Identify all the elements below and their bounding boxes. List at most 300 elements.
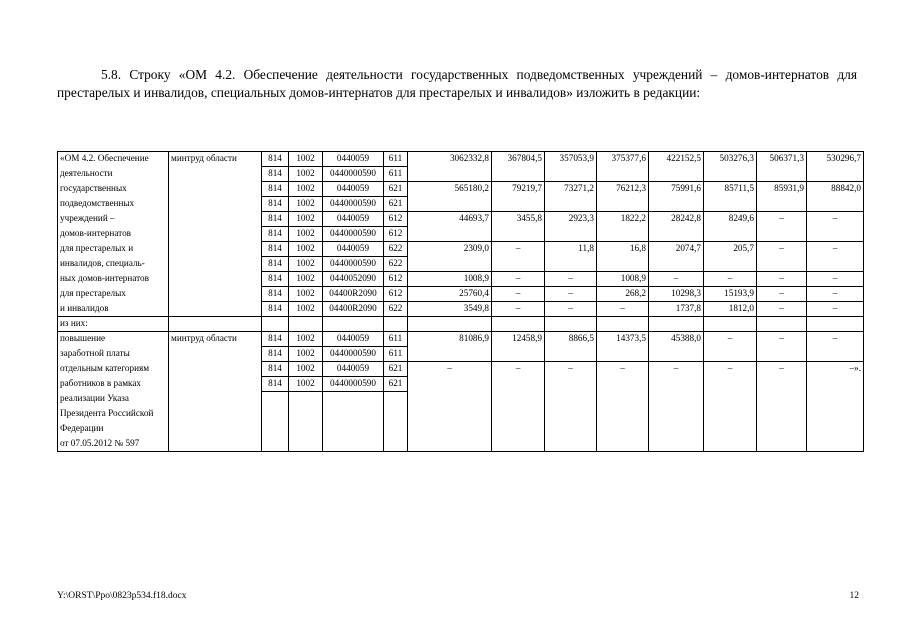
- value-cell: [757, 437, 807, 452]
- value-cell: 73271,2: [545, 182, 597, 197]
- value-cell: 79219,7: [492, 182, 545, 197]
- empty-cell: [757, 317, 807, 332]
- code-cell: [384, 437, 408, 452]
- code-cell: 814: [262, 332, 289, 347]
- value-cell: –: [492, 287, 545, 302]
- value-cell: –: [492, 362, 545, 377]
- value-cell: [704, 377, 757, 392]
- value-cell: [807, 167, 864, 182]
- table-row: [58, 422, 864, 437]
- code-cell: 0440052090: [323, 272, 384, 287]
- table-row: [58, 272, 864, 287]
- value-cell: [492, 407, 545, 422]
- code-cell: 1002: [289, 182, 323, 197]
- executor-cell: [169, 167, 262, 182]
- table-row: [58, 197, 864, 212]
- executor-cell: [169, 422, 262, 437]
- code-cell: 611: [384, 152, 408, 167]
- value-cell: [757, 347, 807, 362]
- row-name-line: государственных: [58, 182, 169, 197]
- value-cell: [492, 167, 545, 182]
- value-cell: [807, 227, 864, 242]
- code-cell: 0440059: [323, 242, 384, 257]
- value-cell: –: [492, 242, 545, 257]
- value-cell: –: [597, 362, 649, 377]
- empty-cell: [323, 317, 384, 332]
- value-cell: –: [545, 302, 597, 317]
- table-row: [58, 182, 864, 197]
- code-cell: 814: [262, 272, 289, 287]
- code-cell: [384, 392, 408, 407]
- code-cell: 1002: [289, 152, 323, 167]
- value-cell: 2309,0: [408, 242, 492, 257]
- executor-cell: [169, 212, 262, 227]
- value-cell: –».: [807, 362, 864, 377]
- value-cell: 565180,2: [408, 182, 492, 197]
- code-cell: 622: [384, 302, 408, 317]
- table-row: [58, 227, 864, 242]
- value-cell: [649, 392, 704, 407]
- table-row: [58, 317, 864, 332]
- value-cell: 2923,3: [545, 212, 597, 227]
- value-cell: [757, 377, 807, 392]
- value-cell: [492, 257, 545, 272]
- value-cell: 3455,8: [492, 212, 545, 227]
- footer-file-path: Y:\ORST\Ppo\0823p534.f18.docx: [57, 591, 187, 601]
- value-cell: [649, 407, 704, 422]
- empty-cell: [492, 317, 545, 332]
- empty-cell: [545, 317, 597, 332]
- executor-cell: [169, 347, 262, 362]
- value-cell: [597, 347, 649, 362]
- value-cell: [807, 257, 864, 272]
- code-cell: 1002: [289, 347, 323, 362]
- value-cell: 1008,9: [597, 272, 649, 287]
- value-cell: 375377,6: [597, 152, 649, 167]
- code-cell: [262, 422, 289, 437]
- value-cell: [704, 407, 757, 422]
- table-row: [58, 242, 864, 257]
- code-cell: 621: [384, 182, 408, 197]
- table-row: [58, 152, 864, 167]
- row-name-line: реализации Указа: [58, 392, 169, 407]
- table-row: [58, 362, 864, 377]
- code-cell: 0440000590: [323, 167, 384, 182]
- value-cell: [545, 347, 597, 362]
- code-cell: 814: [262, 242, 289, 257]
- code-cell: 04400R2090: [323, 287, 384, 302]
- code-cell: 0440000590: [323, 227, 384, 242]
- code-cell: 621: [384, 197, 408, 212]
- table-row: [58, 437, 864, 452]
- value-cell: [408, 437, 492, 452]
- value-cell: –: [545, 287, 597, 302]
- executor-cell: [169, 392, 262, 407]
- code-cell: [262, 407, 289, 422]
- value-cell: [492, 377, 545, 392]
- value-cell: [649, 422, 704, 437]
- value-cell: [704, 437, 757, 452]
- code-cell: 0440000590: [323, 347, 384, 362]
- value-cell: 357053,9: [545, 152, 597, 167]
- code-cell: 1002: [289, 362, 323, 377]
- code-cell: 1002: [289, 302, 323, 317]
- value-cell: 268,2: [597, 287, 649, 302]
- value-cell: [492, 422, 545, 437]
- value-cell: [704, 422, 757, 437]
- code-cell: [289, 422, 323, 437]
- value-cell: [649, 347, 704, 362]
- value-cell: [704, 197, 757, 212]
- code-cell: 814: [262, 197, 289, 212]
- executor-cell: минтруд области: [169, 332, 262, 347]
- value-cell: 1812,0: [704, 302, 757, 317]
- code-cell: 814: [262, 362, 289, 377]
- row-name-line: заработной платы: [58, 347, 169, 362]
- value-cell: –: [757, 302, 807, 317]
- code-cell: 1002: [289, 332, 323, 347]
- code-cell: 612: [384, 227, 408, 242]
- value-cell: [597, 437, 649, 452]
- value-cell: –: [545, 272, 597, 287]
- code-cell: 612: [384, 287, 408, 302]
- value-cell: [545, 227, 597, 242]
- code-cell: 1002: [289, 167, 323, 182]
- value-cell: [545, 422, 597, 437]
- value-cell: [757, 422, 807, 437]
- row-name-line: для престарелых: [58, 287, 169, 302]
- table-row: [58, 377, 864, 392]
- value-cell: [597, 227, 649, 242]
- code-cell: 0440059: [323, 212, 384, 227]
- value-cell: [649, 257, 704, 272]
- value-cell: [649, 197, 704, 212]
- value-cell: –: [704, 272, 757, 287]
- value-cell: [597, 392, 649, 407]
- value-cell: [597, 422, 649, 437]
- value-cell: [807, 437, 864, 452]
- value-cell: –: [757, 332, 807, 347]
- code-cell: [323, 437, 384, 452]
- value-cell: [807, 347, 864, 362]
- executor-cell: [169, 377, 262, 392]
- empty-cell: [169, 317, 262, 332]
- value-cell: 15193,9: [704, 287, 757, 302]
- empty-cell: [384, 317, 408, 332]
- code-cell: 1002: [289, 242, 323, 257]
- value-cell: [597, 197, 649, 212]
- value-cell: –: [757, 287, 807, 302]
- code-cell: 0440059: [323, 182, 384, 197]
- value-cell: [408, 197, 492, 212]
- empty-cell: [649, 317, 704, 332]
- value-cell: [757, 257, 807, 272]
- code-cell: 1002: [289, 257, 323, 272]
- intro-text: 5.8. Строку «ОМ 4.2. Обеспечение деятельности государственных подведомственных учреждений – домов-интернатов для престарелых и инвалидов, специальных домов-интернатов для престарелых и инвалидов» изложить в редакции:: [57, 67, 857, 100]
- value-cell: [704, 227, 757, 242]
- code-cell: 1002: [289, 377, 323, 392]
- value-cell: [597, 407, 649, 422]
- value-cell: –: [757, 242, 807, 257]
- page-number: 12: [849, 591, 859, 601]
- code-cell: 621: [384, 377, 408, 392]
- value-cell: 3549,8: [408, 302, 492, 317]
- value-cell: [545, 437, 597, 452]
- code-cell: [289, 392, 323, 407]
- value-cell: 8249,6: [704, 212, 757, 227]
- value-cell: [492, 347, 545, 362]
- code-cell: 814: [262, 347, 289, 362]
- code-cell: 1002: [289, 197, 323, 212]
- table-row: [58, 407, 864, 422]
- code-cell: 1002: [289, 227, 323, 242]
- value-cell: 75991,6: [649, 182, 704, 197]
- executor-cell: [169, 287, 262, 302]
- value-cell: [704, 257, 757, 272]
- value-cell: 205,7: [704, 242, 757, 257]
- code-cell: 611: [384, 167, 408, 182]
- value-cell: –: [807, 212, 864, 227]
- value-cell: [408, 377, 492, 392]
- code-cell: [323, 422, 384, 437]
- executor-cell: [169, 272, 262, 287]
- code-cell: 814: [262, 227, 289, 242]
- value-cell: [492, 392, 545, 407]
- empty-cell: [807, 317, 864, 332]
- value-cell: 8866,5: [545, 332, 597, 347]
- value-cell: [408, 257, 492, 272]
- code-cell: 1002: [289, 272, 323, 287]
- code-cell: 814: [262, 377, 289, 392]
- code-cell: [323, 407, 384, 422]
- row-name-line: домов-интернатов: [58, 227, 169, 242]
- value-cell: [492, 227, 545, 242]
- code-cell: 0440059: [323, 152, 384, 167]
- value-cell: 45388,0: [649, 332, 704, 347]
- executor-cell: [169, 257, 262, 272]
- code-cell: 0440059: [323, 332, 384, 347]
- value-cell: [807, 377, 864, 392]
- empty-cell: [408, 317, 492, 332]
- table-row: [58, 392, 864, 407]
- code-cell: [384, 422, 408, 437]
- table-row: [58, 167, 864, 182]
- value-cell: [757, 392, 807, 407]
- value-cell: [597, 167, 649, 182]
- table-row: [58, 302, 864, 317]
- row-name-line: инвалидов, специаль-: [58, 257, 169, 272]
- value-cell: [807, 197, 864, 212]
- code-cell: [384, 407, 408, 422]
- table-row: [58, 287, 864, 302]
- code-cell: 611: [384, 347, 408, 362]
- row-name-line: отдельным категориям: [58, 362, 169, 377]
- code-cell: 0440059: [323, 362, 384, 377]
- row-name-line: ных домов-интернатов: [58, 272, 169, 287]
- code-cell: [289, 437, 323, 452]
- value-cell: 88842,0: [807, 182, 864, 197]
- value-cell: 12458,9: [492, 332, 545, 347]
- value-cell: [807, 407, 864, 422]
- value-cell: –: [807, 287, 864, 302]
- value-cell: [649, 377, 704, 392]
- value-cell: [649, 227, 704, 242]
- executor-cell: минтруд области: [169, 152, 262, 167]
- value-cell: 10298,3: [649, 287, 704, 302]
- value-cell: –: [757, 212, 807, 227]
- code-cell: 0440000590: [323, 377, 384, 392]
- executor-cell: [169, 242, 262, 257]
- row-name-line: учреждений –: [58, 212, 169, 227]
- value-cell: 506371,3: [757, 152, 807, 167]
- value-cell: 44693,7: [408, 212, 492, 227]
- value-cell: –: [649, 362, 704, 377]
- code-cell: 0440000590: [323, 197, 384, 212]
- table-row: [58, 347, 864, 362]
- executor-cell: [169, 182, 262, 197]
- value-cell: 85711,5: [704, 182, 757, 197]
- value-cell: [408, 167, 492, 182]
- executor-cell: [169, 197, 262, 212]
- value-cell: 367804,5: [492, 152, 545, 167]
- value-cell: [408, 422, 492, 437]
- table-row: [58, 257, 864, 272]
- value-cell: [757, 407, 807, 422]
- value-cell: [545, 197, 597, 212]
- value-cell: [545, 392, 597, 407]
- sub-header-cell: из них:: [58, 317, 169, 332]
- code-cell: 814: [262, 182, 289, 197]
- empty-cell: [597, 317, 649, 332]
- code-cell: 814: [262, 257, 289, 272]
- value-cell: [545, 407, 597, 422]
- value-cell: [757, 227, 807, 242]
- code-cell: 1002: [289, 287, 323, 302]
- code-cell: [262, 437, 289, 452]
- value-cell: [649, 437, 704, 452]
- value-cell: –: [492, 302, 545, 317]
- value-cell: 3062332,8: [408, 152, 492, 167]
- value-cell: –: [757, 362, 807, 377]
- code-cell: 622: [384, 242, 408, 257]
- code-cell: 04400R2090: [323, 302, 384, 317]
- executor-cell: [169, 227, 262, 242]
- value-cell: –: [807, 242, 864, 257]
- empty-cell: [289, 317, 323, 332]
- value-cell: [704, 347, 757, 362]
- code-cell: [323, 392, 384, 407]
- code-cell: [289, 407, 323, 422]
- value-cell: 28242,8: [649, 212, 704, 227]
- code-cell: 0440000590: [323, 257, 384, 272]
- value-cell: [807, 422, 864, 437]
- value-cell: [704, 392, 757, 407]
- row-name-line: для престарелых и: [58, 242, 169, 257]
- code-cell: 612: [384, 272, 408, 287]
- row-name-line: и инвалидов: [58, 302, 169, 317]
- row-name-line: Президента Российской: [58, 407, 169, 422]
- code-cell: 611: [384, 332, 408, 347]
- code-cell: 814: [262, 152, 289, 167]
- table-row: [58, 332, 864, 347]
- value-cell: 81086,9: [408, 332, 492, 347]
- value-cell: 16,8: [597, 242, 649, 257]
- row-name-line: повышение: [58, 332, 169, 347]
- value-cell: –: [704, 362, 757, 377]
- value-cell: 1008,9: [408, 272, 492, 287]
- value-cell: 1822,2: [597, 212, 649, 227]
- row-name-line: «ОМ 4.2. Обеспечение: [58, 152, 169, 167]
- budget-table: [57, 151, 864, 452]
- value-cell: [757, 197, 807, 212]
- executor-cell: [169, 302, 262, 317]
- code-cell: 1002: [289, 212, 323, 227]
- value-cell: 25760,4: [408, 287, 492, 302]
- executor-cell: [169, 437, 262, 452]
- value-cell: –: [597, 302, 649, 317]
- value-cell: –: [807, 332, 864, 347]
- value-cell: [408, 407, 492, 422]
- value-cell: 530296,7: [807, 152, 864, 167]
- value-cell: –: [807, 272, 864, 287]
- executor-cell: [169, 362, 262, 377]
- value-cell: [408, 227, 492, 242]
- value-cell: –: [545, 362, 597, 377]
- value-cell: [408, 347, 492, 362]
- intro-paragraph: [57, 66, 857, 102]
- value-cell: 11,8: [545, 242, 597, 257]
- code-cell: 622: [384, 257, 408, 272]
- value-cell: [649, 167, 704, 182]
- value-cell: [704, 167, 757, 182]
- row-name-line: от 07.05.2012 № 597: [58, 437, 169, 452]
- value-cell: 14373,5: [597, 332, 649, 347]
- row-name-line: деятельности: [58, 167, 169, 182]
- value-cell: [492, 437, 545, 452]
- value-cell: 2074,7: [649, 242, 704, 257]
- code-cell: 814: [262, 287, 289, 302]
- value-cell: [492, 197, 545, 212]
- empty-cell: [704, 317, 757, 332]
- code-cell: 814: [262, 167, 289, 182]
- value-cell: [545, 167, 597, 182]
- code-cell: [262, 392, 289, 407]
- value-cell: 1737,8: [649, 302, 704, 317]
- table-row: [58, 212, 864, 227]
- value-cell: 85931,9: [757, 182, 807, 197]
- value-cell: 76212,3: [597, 182, 649, 197]
- row-name-line: подведомственных: [58, 197, 169, 212]
- value-cell: –: [408, 362, 492, 377]
- empty-cell: [262, 317, 289, 332]
- value-cell: –: [492, 272, 545, 287]
- value-cell: –: [807, 302, 864, 317]
- value-cell: –: [704, 332, 757, 347]
- value-cell: –: [649, 272, 704, 287]
- value-cell: [545, 257, 597, 272]
- code-cell: 814: [262, 302, 289, 317]
- value-cell: [408, 392, 492, 407]
- value-cell: [545, 377, 597, 392]
- value-cell: [807, 392, 864, 407]
- value-cell: [597, 257, 649, 272]
- code-cell: 814: [262, 212, 289, 227]
- row-name-line: работников в рамках: [58, 377, 169, 392]
- code-cell: 612: [384, 212, 408, 227]
- code-cell: 621: [384, 362, 408, 377]
- value-cell: [757, 167, 807, 182]
- value-cell: 422152,5: [649, 152, 704, 167]
